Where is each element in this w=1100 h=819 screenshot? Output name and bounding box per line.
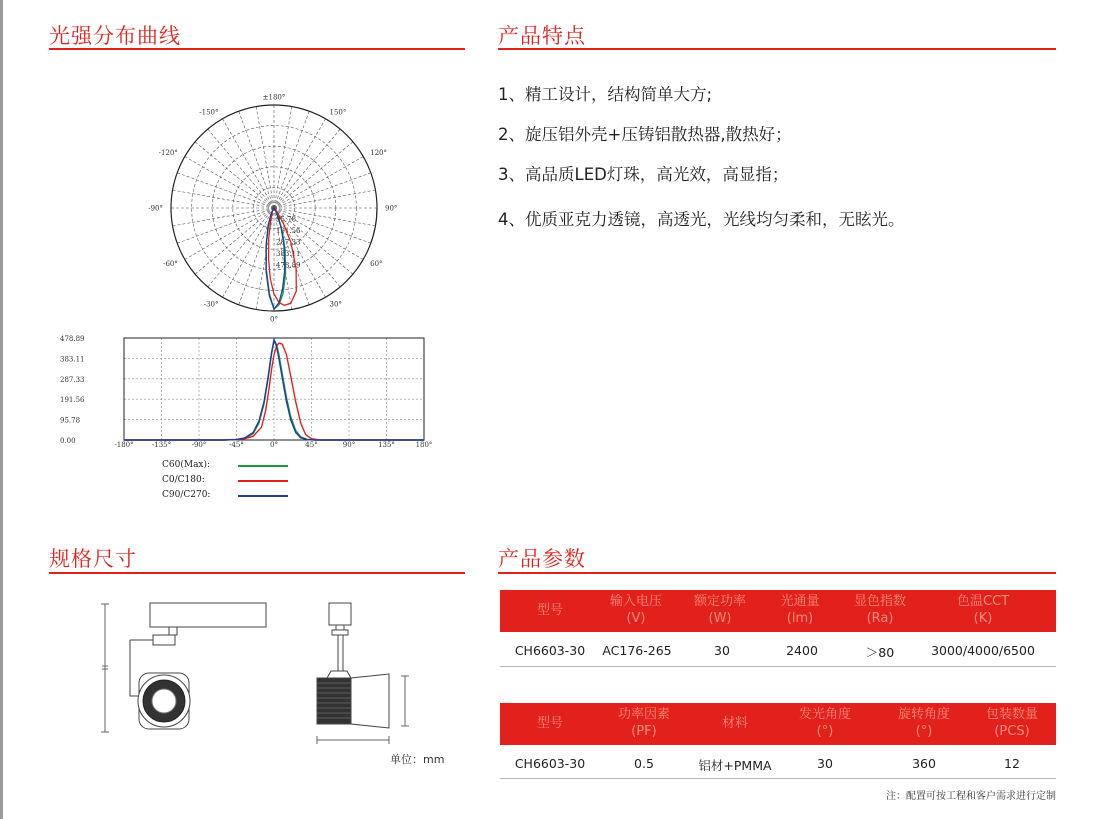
section-rule bbox=[498, 48, 1056, 50]
side-view-drawing bbox=[101, 603, 266, 732]
table-row-divider bbox=[500, 778, 1056, 779]
front-view-drawing bbox=[317, 603, 409, 744]
customization-note: 注：配置可按工程和客户需求进行定制 bbox=[886, 791, 1056, 802]
table-cell: 2400 bbox=[786, 643, 818, 658]
feature-item: 1、精工设计，结构简单大方; bbox=[498, 85, 713, 104]
y-tick-label: 383.11 bbox=[60, 355, 85, 364]
feature-item: 2、旋压铝外壳+压铸铝散热器,散热好； bbox=[498, 125, 792, 144]
page-left-border bbox=[0, 0, 3, 819]
table-cell: 360 bbox=[912, 756, 936, 771]
header-cell: 包装数量 (PCS) bbox=[985, 707, 1038, 739]
polar-angle-label: -150° bbox=[199, 108, 219, 117]
table-cell: 30 bbox=[714, 643, 730, 658]
section-title-parameters: 产品参数 bbox=[498, 547, 586, 571]
legend-swatch-c90 bbox=[238, 495, 288, 497]
polar-radial-label: 287.33 bbox=[276, 238, 301, 247]
polar-radial-label: 191.56 bbox=[276, 227, 301, 236]
section-rule bbox=[498, 572, 1056, 574]
y-tick-label: 95.78 bbox=[60, 416, 81, 425]
section-rule bbox=[49, 572, 465, 574]
table-cell: AC176-265 bbox=[602, 643, 672, 658]
polar-angle-label: 150° bbox=[329, 108, 347, 117]
legend-swatch-c0 bbox=[238, 480, 288, 482]
dimension-drawing bbox=[95, 596, 455, 746]
table-cell: 铝材+PMMA bbox=[698, 758, 772, 773]
polar-angle-label: -60° bbox=[163, 260, 178, 268]
polar-angle-label: 30° bbox=[329, 300, 342, 309]
x-tick-label: 0° bbox=[270, 441, 278, 449]
header-cell: 材料 bbox=[721, 716, 748, 731]
x-tick-label: 180° bbox=[415, 441, 433, 449]
table-cell: CH6603-30 bbox=[514, 756, 586, 771]
polar-angle-label: 60° bbox=[370, 260, 383, 268]
y-tick-label: 478.89 bbox=[60, 335, 85, 343]
header-cell: 额定功率 (W) bbox=[693, 594, 746, 626]
legend-swatch-c60 bbox=[238, 465, 288, 467]
polar-radial-label: 95.78 bbox=[276, 215, 297, 224]
header-cell: 功率因素 (PF) bbox=[617, 707, 670, 739]
y-tick-label: 0.00 bbox=[60, 437, 76, 445]
y-tick-label: 191.56 bbox=[60, 396, 85, 405]
legend-label-c60: C60(Max): bbox=[162, 460, 211, 470]
header-cell: 输入电压 (V) bbox=[609, 594, 662, 626]
table-cell: 12 bbox=[1004, 756, 1020, 771]
x-tick-label: -180° bbox=[114, 441, 134, 449]
table-cell: 0.5 bbox=[634, 756, 654, 771]
polar-radial-label: 383.11 bbox=[276, 250, 301, 259]
x-tick-label: -45° bbox=[229, 441, 244, 449]
legend-label-c90: C90/C270: bbox=[162, 490, 211, 500]
x-tick-label: -90° bbox=[191, 441, 207, 449]
table-cell: 3000/4000/6500 bbox=[931, 643, 1035, 658]
polar-radial-label: 478.89 bbox=[276, 261, 301, 270]
header-cell: 旋转角度 (°) bbox=[897, 707, 950, 739]
polar-angle-label: -30° bbox=[203, 300, 219, 309]
table-cell: CH6603-30 bbox=[514, 643, 586, 658]
polar-angle-label: 0° bbox=[270, 315, 278, 324]
y-tick-label: 287.33 bbox=[60, 375, 85, 384]
section-rule bbox=[49, 48, 465, 50]
legend-label-c0: C0/C180: bbox=[162, 475, 205, 485]
header-cell: 色温CCT (K) bbox=[956, 594, 1010, 626]
table-cell: ＞80 bbox=[865, 645, 895, 660]
section-title-dimensions: 规格尺寸 bbox=[49, 547, 137, 571]
spec-table-2-header bbox=[500, 703, 1056, 745]
spec-table-1-header bbox=[500, 590, 1056, 632]
polar-angle-label: ±180° bbox=[262, 93, 286, 102]
header-cell: 型号 bbox=[536, 603, 563, 618]
x-tick-label: 135° bbox=[378, 441, 395, 449]
polar-angle-label: -120° bbox=[158, 149, 178, 157]
table-cell: 30 bbox=[817, 756, 833, 771]
polar-intensity-diagram bbox=[148, 93, 398, 326]
feature-item: 3、高品质LED灯珠，高光效，高显指； bbox=[498, 165, 789, 184]
header-cell: 发光角度 (°) bbox=[798, 707, 851, 739]
x-tick-label: 45° bbox=[305, 441, 318, 449]
polar-angle-label: 120° bbox=[370, 149, 388, 157]
polar-angle-label: -90° bbox=[148, 204, 163, 213]
x-tick-label: -135° bbox=[151, 441, 172, 449]
x-tick-label: 90° bbox=[342, 441, 356, 449]
header-cell: 光通量 (lm) bbox=[780, 594, 820, 626]
polar-angle-label: 90° bbox=[385, 204, 398, 213]
header-cell: 型号 bbox=[536, 716, 563, 731]
feature-item: 4、优质亚克力透镜，高透光，光线均匀柔和，无眩光。 bbox=[498, 210, 905, 229]
header-cell: 显色指数 (Ra) bbox=[853, 594, 906, 626]
table-row-divider bbox=[500, 666, 1056, 667]
section-title-features: 产品特点 bbox=[498, 24, 586, 48]
unit-label: 单位：mm bbox=[390, 753, 445, 766]
section-title-light-distribution: 光强分布曲线 bbox=[49, 24, 181, 48]
intensity-line-chart bbox=[60, 332, 450, 454]
